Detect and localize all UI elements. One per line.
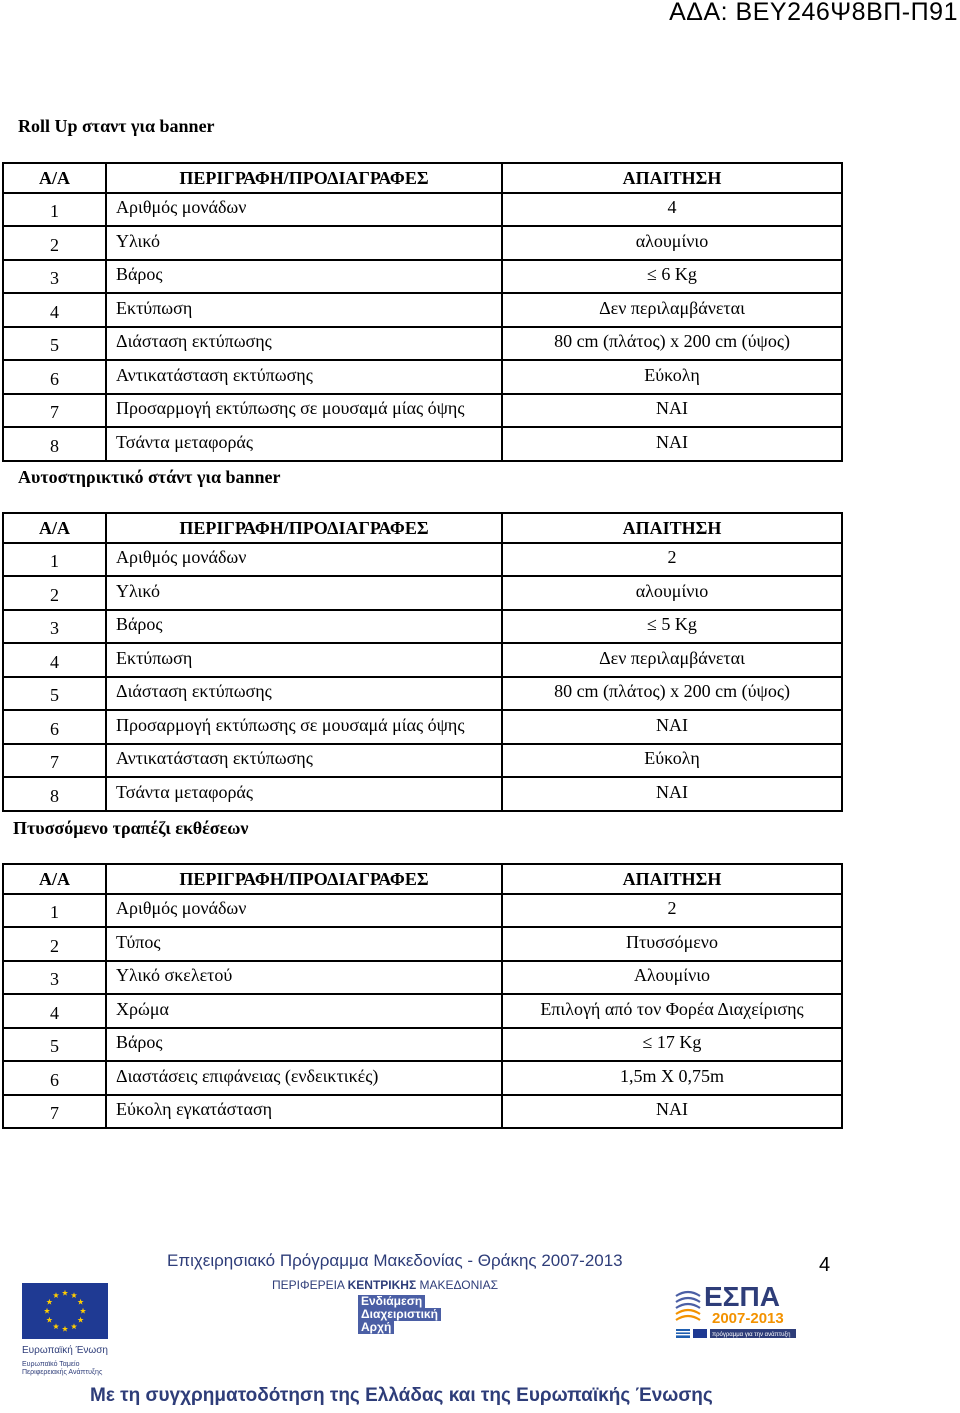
row-description-cell: Διάσταση εκτύπωσης bbox=[106, 677, 502, 711]
table-row bbox=[3, 226, 842, 260]
header-requirement: ΑΠΑΙΤΗΣΗ bbox=[502, 513, 842, 543]
row-requirement-cell: Εύκολη bbox=[502, 360, 842, 394]
table-body bbox=[3, 543, 842, 811]
espa-logo-icon bbox=[672, 1278, 800, 1342]
row-requirement-cell: Δεν περιλαμβάνεται bbox=[502, 293, 842, 327]
row-requirement-cell: 80 cm (πλάτος) x 200 cm (ύψος) bbox=[502, 327, 842, 361]
row-requirement-cell: Δεν περιλαμβάνεται bbox=[502, 643, 842, 677]
mgmt-line-3: Αρχή bbox=[358, 1321, 394, 1334]
row-description-cell: Βάρος bbox=[106, 610, 502, 644]
header-aa: Α/Α bbox=[3, 513, 106, 543]
row-number-cell: 1 bbox=[3, 543, 106, 577]
header-aa: Α/Α bbox=[3, 864, 106, 894]
row-number-cell: 7 bbox=[3, 394, 106, 428]
mgmt-line-2: Διαχειριστική bbox=[358, 1308, 441, 1321]
header-aa: Α/Α bbox=[3, 163, 106, 193]
cofunding-statement: Με τη συγχρηματοδότηση της Ελλάδας και της Ευρωπαϊκής Ένωσης bbox=[90, 1385, 713, 1406]
table-row bbox=[3, 193, 842, 227]
row-requirement-cell: Πτυσσόμενο bbox=[502, 927, 842, 961]
table-row bbox=[3, 710, 842, 744]
region-label bbox=[272, 1278, 498, 1292]
table-row bbox=[3, 927, 842, 961]
table-row bbox=[3, 576, 842, 610]
row-requirement-cell: ΝΑΙ bbox=[502, 710, 842, 744]
row-number-cell: 8 bbox=[3, 427, 106, 461]
row-number-cell: 7 bbox=[3, 744, 106, 778]
region-prefix: ΠΕΡΙΦΕΡΕΙΑ bbox=[272, 1278, 348, 1292]
section-title-folding-table: Πτυσσόμενο τραπέζι εκθέσεων bbox=[13, 818, 249, 838]
table-row bbox=[3, 610, 842, 644]
row-number-cell: 8 bbox=[3, 777, 106, 811]
row-description-cell: Βάρος bbox=[106, 260, 502, 294]
espa-tagline: πρόγραμμα για την ανάπτυξη bbox=[712, 1332, 791, 1338]
spec-table-self-supporting-stand bbox=[2, 512, 843, 812]
row-description-cell: Βάρος bbox=[106, 1028, 502, 1062]
row-requirement-cell: ≤ 17 Kg bbox=[502, 1028, 842, 1062]
row-number-cell: 7 bbox=[3, 1095, 106, 1129]
header-requirement: ΑΠΑΙΤΗΣΗ bbox=[502, 163, 842, 193]
page-number: 4 bbox=[819, 1254, 831, 1276]
row-number-cell: 3 bbox=[3, 610, 106, 644]
row-requirement-cell: αλουμίνιο bbox=[502, 226, 842, 260]
region-suffix: ΜΑΚΕΔΟΝΙΑΣ bbox=[416, 1278, 499, 1292]
row-description-cell: Εκτύπωση bbox=[106, 643, 502, 677]
table-row bbox=[3, 394, 842, 428]
row-description-cell: Διάσταση εκτύπωσης bbox=[106, 327, 502, 361]
header-description: ΠΕΡΙΓΡΑΦΗ/ΠΡΟΔΙΑΓΡΑΦΕΣ bbox=[106, 163, 502, 193]
table-row bbox=[3, 777, 842, 811]
row-description-cell: Τσάντα μεταφοράς bbox=[106, 777, 502, 811]
table-row bbox=[3, 894, 842, 928]
table-row bbox=[3, 1061, 842, 1095]
row-requirement-cell: 80 cm (πλάτος) x 200 cm (ύψος) bbox=[502, 677, 842, 711]
row-description-cell: Χρώμα bbox=[106, 994, 502, 1028]
table-row bbox=[3, 327, 842, 361]
table-row bbox=[3, 677, 842, 711]
footer-program-title: Επιχειρησιακό Πρόγραμμα Μακεδονίας - Θράκης 2007-2013 bbox=[167, 1251, 623, 1270]
row-description-cell: Τσάντα μεταφοράς bbox=[106, 427, 502, 461]
row-description-cell: Εκτύπωση bbox=[106, 293, 502, 327]
spec-table-roll-up bbox=[2, 162, 843, 462]
row-requirement-cell: ΝΑΙ bbox=[502, 394, 842, 428]
row-requirement-cell: ΝΑΙ bbox=[502, 777, 842, 811]
row-requirement-cell: 4 bbox=[502, 193, 842, 227]
row-description-cell: Εύκολη εγκατάσταση bbox=[106, 1095, 502, 1129]
row-description-cell: Αριθμός μονάδων bbox=[106, 894, 502, 928]
row-requirement-cell: 1,5m X 0,75m bbox=[502, 1061, 842, 1095]
header-description: ΠΕΡΙΓΡΑΦΗ/ΠΡΟΔΙΑΓΡΑΦΕΣ bbox=[106, 513, 502, 543]
table-body bbox=[3, 193, 842, 461]
table-header-row bbox=[3, 864, 842, 894]
mgmt-line-1: Ενδιάμεση bbox=[358, 1295, 425, 1308]
header-description: ΠΕΡΙΓΡΑΦΗ/ΠΡΟΔΙΑΓΡΑΦΕΣ bbox=[106, 864, 502, 894]
table-row bbox=[3, 643, 842, 677]
row-description-cell: Αριθμός μονάδων bbox=[106, 193, 502, 227]
row-requirement-cell: 2 bbox=[502, 894, 842, 928]
row-description-cell: Τύπος bbox=[106, 927, 502, 961]
row-description-cell: Προσαρμογή εκτύπωσης σε μουσαμά μίας όψης bbox=[106, 710, 502, 744]
table-row bbox=[3, 427, 842, 461]
spec-table-folding-table bbox=[2, 863, 843, 1129]
row-requirement-cell: Εύκολη bbox=[502, 744, 842, 778]
row-number-cell: 6 bbox=[3, 710, 106, 744]
row-requirement-cell: ΝΑΙ bbox=[502, 1095, 842, 1129]
row-number-cell: 5 bbox=[3, 1028, 106, 1062]
row-requirement-cell: ≤ 5 Kg bbox=[502, 610, 842, 644]
row-number-cell: 6 bbox=[3, 360, 106, 394]
row-description-cell: Υλικό bbox=[106, 226, 502, 260]
managing-authority-label bbox=[358, 1295, 441, 1334]
row-number-cell: 2 bbox=[3, 576, 106, 610]
section-title-roll-up: Roll Up σταντ για banner bbox=[18, 116, 215, 136]
row-requirement-cell: Επιλογή από τον Φορέα Διαχείρισης bbox=[502, 994, 842, 1028]
section-title-self-supporting-stand: Αυτοστηρικτικό στάντ για banner bbox=[18, 467, 281, 487]
row-description-cell: Προσαρμογή εκτύπωσης σε μουσαμά μίας όψης bbox=[106, 394, 502, 428]
table-row bbox=[3, 543, 842, 577]
row-description-cell: Διαστάσεις επιφάνειας (ενδεικτικές) bbox=[106, 1061, 502, 1095]
region-bold: ΚΕΝΤΡΙΚΗΣ bbox=[347, 1278, 417, 1292]
row-description-cell: Υλικό σκελετού bbox=[106, 961, 502, 995]
row-requirement-cell: ΝΑΙ bbox=[502, 427, 842, 461]
eu-label: Ευρωπαϊκή Ένωση bbox=[22, 1345, 108, 1356]
row-description-cell: Αντικατάσταση εκτύπωσης bbox=[106, 744, 502, 778]
row-number-cell: 2 bbox=[3, 927, 106, 961]
row-number-cell: 4 bbox=[3, 994, 106, 1028]
row-number-cell: 4 bbox=[3, 643, 106, 677]
row-requirement-cell: ≤ 6 Kg bbox=[502, 260, 842, 294]
header-requirement: ΑΠΑΙΤΗΣΗ bbox=[502, 864, 842, 894]
row-number-cell: 5 bbox=[3, 327, 106, 361]
row-number-cell: 5 bbox=[3, 677, 106, 711]
table-row bbox=[3, 360, 842, 394]
row-number-cell: 4 bbox=[3, 293, 106, 327]
row-number-cell: 6 bbox=[3, 1061, 106, 1095]
table-row bbox=[3, 260, 842, 294]
table-row bbox=[3, 293, 842, 327]
table-row bbox=[3, 961, 842, 995]
row-description-cell: Αριθμός μονάδων bbox=[106, 543, 502, 577]
eu-flag-icon bbox=[22, 1283, 108, 1339]
espa-title: ΕΣΠΑ bbox=[704, 1281, 780, 1312]
eu-fund-label: Ευρωπαϊκό Ταμείο Περιφερειακής Ανάπτυξης bbox=[22, 1361, 103, 1376]
row-description-cell: Υλικό bbox=[106, 576, 502, 610]
row-number-cell: 1 bbox=[3, 894, 106, 928]
row-requirement-cell: 2 bbox=[502, 543, 842, 577]
row-requirement-cell: αλουμίνιο bbox=[502, 576, 842, 610]
espa-years: 2007-2013 bbox=[712, 1310, 784, 1327]
table-row bbox=[3, 744, 842, 778]
row-description-cell: Αντικατάσταση εκτύπωσης bbox=[106, 360, 502, 394]
table-row bbox=[3, 994, 842, 1028]
table-body bbox=[3, 894, 842, 1129]
table-header-row bbox=[3, 513, 842, 543]
row-requirement-cell: Αλουμίνιο bbox=[502, 961, 842, 995]
row-number-cell: 3 bbox=[3, 260, 106, 294]
row-number-cell: 3 bbox=[3, 961, 106, 995]
table-header-row bbox=[3, 163, 842, 193]
row-number-cell: 1 bbox=[3, 193, 106, 227]
table-row bbox=[3, 1095, 842, 1129]
table-row bbox=[3, 1028, 842, 1062]
ada-code: ΑΔΑ: ΒΕΥ246Ψ8ΒΠ-Π91 bbox=[669, 0, 958, 26]
row-number-cell: 2 bbox=[3, 226, 106, 260]
